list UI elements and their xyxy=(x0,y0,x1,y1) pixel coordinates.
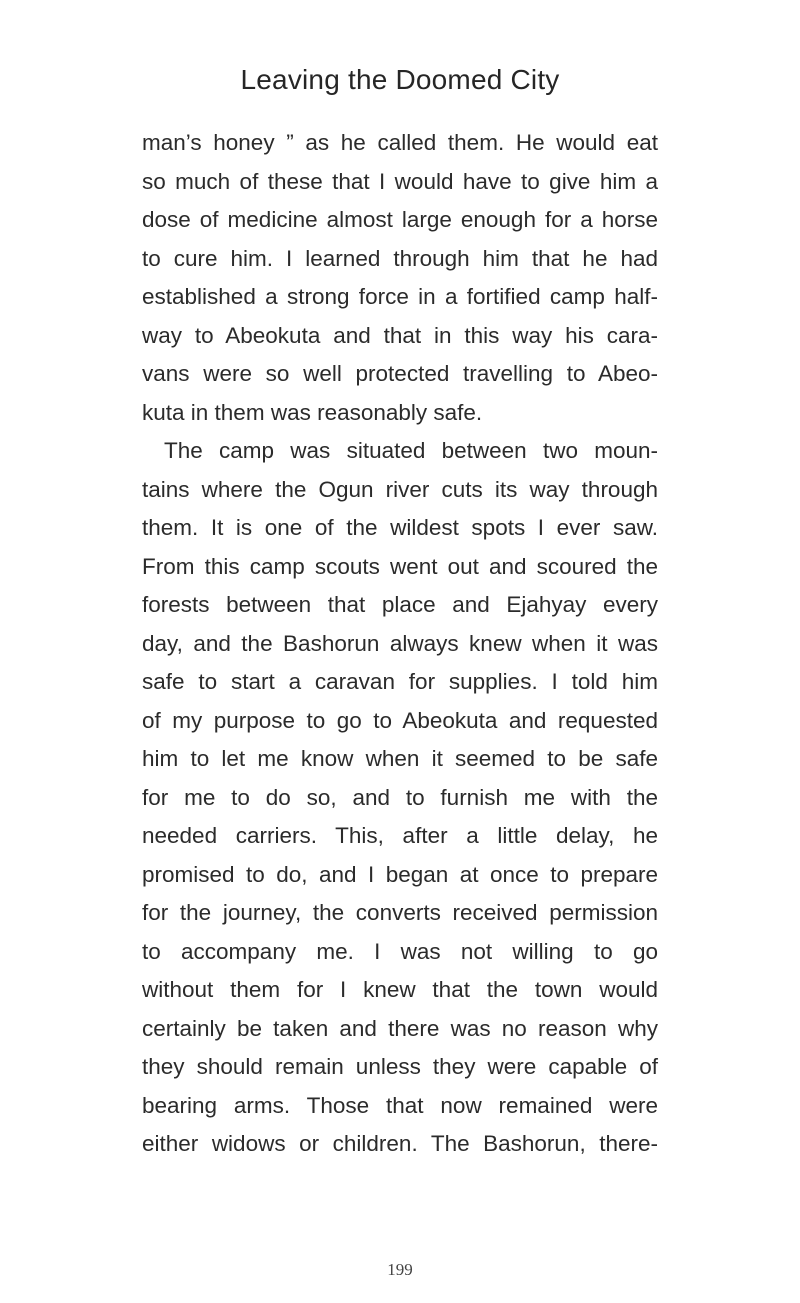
text-line: tains where the Ogun river cuts its way through xyxy=(142,476,658,502)
text-line: promised to do, and I began at once to prepare xyxy=(142,861,658,887)
text-line: them. It is one of the wildest spots I ever saw. xyxy=(142,515,658,540)
text-line: without them for I knew that the town would xyxy=(142,977,658,1002)
text-line: for the journey, the converts received permission xyxy=(142,900,658,925)
text-line: man’s honey ” as he called them. He would eat xyxy=(142,130,658,155)
text-line: kuta in them was reasonably safe. xyxy=(142,399,483,425)
text-line: so much of these that I would have to give him a xyxy=(142,168,658,194)
text-line: vans were so well protected travelling to Abeo- xyxy=(142,361,658,386)
text-line: forests between that place and Ejahyay every xyxy=(142,592,658,617)
text-line: needed carriers. This, after a little delay, he xyxy=(142,823,658,848)
text-line: they should remain unless they were capable of xyxy=(142,1054,658,1079)
text-line: of my purpose to go to Abeokuta and requested xyxy=(142,707,658,733)
body-text xyxy=(142,124,658,1164)
text-line: The camp was situated between two moun- xyxy=(164,438,658,463)
text-line: to cure him. I learned through him that he had xyxy=(142,245,658,271)
text-line: safe to start a caravan for supplies. I told him xyxy=(142,669,658,694)
text-line: From this camp scouts went out and scoured the xyxy=(142,553,658,579)
text-line: to accompany me. I was not willing to go xyxy=(142,938,658,964)
text-line: way to Abeokuta and that in this way his cara- xyxy=(142,322,658,348)
text-line: day, and the Bashorun always knew when it was xyxy=(142,630,658,656)
page-number: 199 xyxy=(387,1260,413,1279)
text-line: either widows or children. The Bashorun, there- xyxy=(142,1131,658,1156)
text-line: established a strong force in a fortified camp half- xyxy=(142,284,658,309)
text-line: for me to do so, and to furnish me with the xyxy=(142,784,658,810)
text-line: certainly be taken and there was no reason why xyxy=(142,1015,658,1041)
text-line: him to let me know when it seemed to be safe xyxy=(142,746,658,771)
running-head: Leaving the Doomed City xyxy=(240,64,560,95)
text-line: bearing arms. Those that now remained were xyxy=(142,1092,658,1118)
text-line: dose of medicine almost large enough for a horse xyxy=(142,207,658,232)
